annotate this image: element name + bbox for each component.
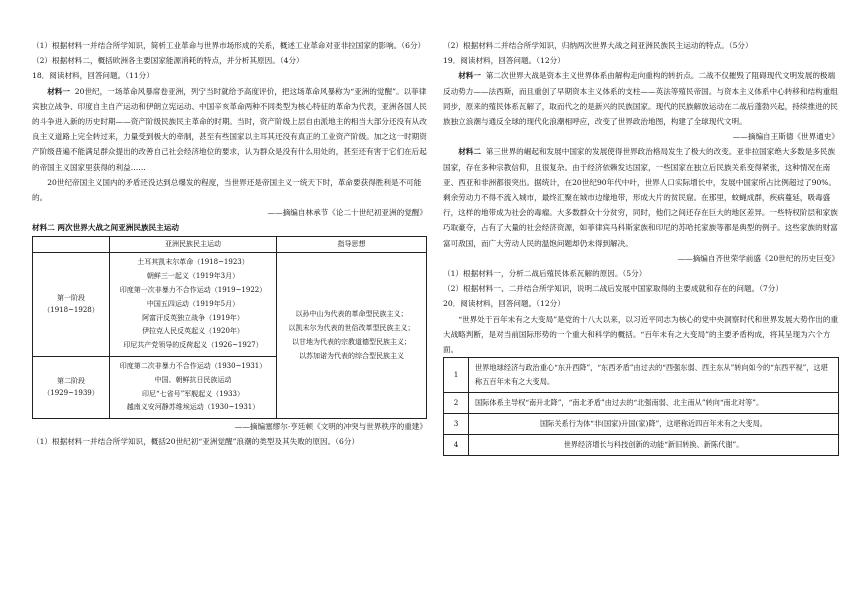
material-1-label: 材料一 (47, 86, 70, 96)
material-2-source: ——摘编塞缪尔·亨廷顿《文明的冲突与世界秩序的重建》 (234, 422, 427, 432)
table-header-movements: 亚洲民族民主运动 (110, 236, 277, 253)
left-column (32, 38, 427, 450)
q19-material-2-source: ——摘编自齐世荣学前盛《20世纪的历史巨变》 (677, 253, 839, 263)
q19-material-1-label: 材料一 (458, 71, 481, 81)
question-19-title: 19．阅读材料，回答问题。（12分） (443, 56, 565, 66)
great-changes-table (443, 357, 839, 456)
row-text: 国际关系行为体“非(国家)升国(家)降”，这堪称近四百年未有之大变局。 (469, 414, 839, 435)
list-item: 中国、朝鲜抗日民族运动 (154, 375, 232, 384)
q19-material-1-paragraph (443, 68, 839, 129)
question-18-title: 18．阅读材料，回答问题。（11分） (32, 71, 154, 81)
list-item: 印度第一次非暴力不合作运动（1919~1922） (119, 286, 267, 295)
material-1-text-2: 20世纪帝国主义国内的矛盾还没达到总爆发的程度，当世界还是帝国主义一统天下时，革命要获得胜利是不可能的。 (32, 177, 422, 203)
list-item: 以孙中山为代表的革命型民族主义； (295, 310, 408, 319)
q19-material-2-label: 材料二 (458, 147, 481, 157)
right-column (443, 38, 839, 456)
row-number: 4 (444, 435, 469, 456)
stage-2-cell (33, 357, 110, 419)
list-item: 土耳其凯末尔革命（1918~1923） (137, 258, 249, 267)
row-number: 1 (444, 358, 469, 393)
theory-cell (277, 253, 427, 419)
q19-material-1-source: ——摘编自王斯德《世界通史》 (732, 132, 839, 142)
material-1-text: 20世纪，一场革命风暴席卷亚洲，列宁当时就给予高度评价，把这场革命风暴称为“亚洲的觉醒”。以菲律宾独立战争、印度自主自产运动和伊朗立宪运动、中国辛亥革命两种不同类型为核心特征的革命为代表，亚洲各国人民的斗争进入新的历史时期——资产阶级民族民主革命的时期。当时，资产阶级上层自由派地主的相当大部分还没有从改良主义道路上完全转过来，力量受到极大的牵制，甚至有些国家以主耳其还没有真正的工业资产阶级。加之这一时期资产阶级普遍不能满足群众提出的改善自己社会经济地位的要求，认为群众是没有什么用处的，甚至还有害于它们在后起的帝国主义国家里获得的利益…… (32, 86, 427, 172)
table-header-theory: 指导思想 (277, 236, 427, 253)
stage-2-name: 第二阶段 (57, 376, 85, 385)
list-item: 朝鲜三一起义（1919年3月） (146, 272, 240, 281)
table-row (444, 414, 839, 435)
table-row (444, 393, 839, 414)
material-1-paragraph (32, 84, 427, 175)
stage-1-name: 第一阶段 (57, 293, 85, 302)
list-item: 以凯末尔为代表的世俗改革型民族主义； (288, 324, 415, 333)
question-17-1: （1）根据材料一并结合所学知识，简析工业革命与世界市场形成的关系，概述工业革命对亚非拉国家的影响。（6分） (32, 41, 426, 50)
list-item: 以甘地为代表的宗教道德型民族主义； (292, 337, 411, 346)
q19-material-2-text: 第三世界的崛起和发展中国家的发展使得世界政治格局发生了极大的改变。亚非拉国家绝大多数是多民族国家，存在多种宗教信仰，且很复杂。由于经济依赖发达国家，一些国家在独立后民族关系变得紧张，这种情况在南亚、西亚和非洲都很突出。据统计，在20世纪90年代中叶，世界人口实际增长中，发展中国家所占比例超过了90%。剩余劳动力不得不流入城市，最终汇聚在城市边缘地带，形成大片的贫民窟。在那里，蚊蝇成群，疾病蔓延，吸毒盛行，这样的地带成为社会的毒瘤。大多数群众十分贫穷，同时，他们之间还存在巨大的地区差异。一些特权阶层和家族巧取豪夺，占有了大量的社会经济资源，如菲律宾马科斯家族和印尼的苏哈托家族等都是典型的例子。这些家族的财富富可敌国，而广大劳动人民的温饱问题却仍未得到解决。 (443, 147, 838, 248)
q19-material-2-paragraph (443, 144, 839, 250)
stage-1-cell (33, 253, 110, 357)
table-row (444, 435, 839, 456)
table-row (444, 358, 839, 393)
row-text: 世界地球经济与政治重心“东升西降”，“东西矛盾”由过去的“西强东弱、西主东从”转向如今的“东西平视”，这堪称五百年未有之大变局。 (469, 358, 839, 393)
list-item: 印尼“七省号”军舰起义（1933） (142, 389, 244, 398)
row-number: 3 (444, 414, 469, 435)
question-18-1: （1）根据材料一并结合所学知识，概括20世纪初“亚洲觉醒”浪潮的类型及其失败的原因。（6分） (32, 437, 360, 447)
table-row (33, 253, 427, 357)
row-number: 2 (444, 393, 469, 414)
list-item: 伊拉克人民反英起义（1920年） (142, 327, 244, 336)
list-item: 印度第二次非暴力不合作运动（1930~1931） (119, 362, 267, 371)
question-18-2: （2）根据材料二并结合所学知识，归纳两次世界大战之间亚洲民族民主运动的特点。（5分） (443, 41, 753, 50)
stage-1-movements (110, 253, 277, 357)
question-17-2: （2）根据材料二，概括欧洲各主要国家能源消耗的特点，并分析其原因。（4分） (32, 56, 304, 66)
stage-2-years: （1929~1939） (43, 388, 99, 397)
table-header-row (33, 236, 427, 253)
list-item: 越南义安河静苏维埃运动（1930~1931） (126, 403, 260, 412)
stage-2-movements (110, 357, 277, 419)
table-header-stage (33, 236, 110, 253)
question-20-title: 20．阅读材料，回答问题。（12分） (443, 299, 565, 309)
question-19-1: （1）根据材料一，分析二战后殖民体系瓦解的原因。（5分） (443, 269, 647, 279)
row-text: 国际体系主导权“南升北降”，“南北矛盾”由过去的“北强南弱、北主南从”转向“南北对等”。 (469, 393, 839, 414)
question-19-2: （2）根据材料一、二并结合所学知识，说明二战后发展中国家取得的主要成就和存在的问题。（7分） (443, 284, 783, 294)
list-item: 阿富汗反英独立战争（1919年） (142, 313, 244, 322)
row-text: 世界经济增长与科技创新的动能“新旧转换、新陈代谢”。 (469, 435, 839, 456)
material-1-source: ——摘编自林承节《论二十世纪初亚洲的觉醒》 (267, 208, 427, 218)
asia-movements-table (32, 236, 427, 420)
list-item: 印尼共产党领导的反荷起义（1926~1927） (123, 341, 263, 350)
stage-1-years: （1918~1928） (43, 305, 99, 314)
question-20-text: “世界处于百年未有之大变局”是党的十八大以来，以习近平同志为核心的党中央洞察时代和世界发展大势作出的重大战略判断，是对当前国际形势的一个重大和科学的概括。“百年未有之大变局”的主要矛盾构成，将其呈现为六个方面。 (443, 314, 839, 355)
material-2-caption: 材料二 两次世界大战之间亚洲民族民主运动 (32, 223, 179, 233)
list-item: 以苏加诺为代表的综合型民族主义 (299, 351, 404, 360)
list-item: 中国五四运动（1919年5月） (146, 299, 240, 308)
q19-material-1-text: 第二次世界大战是资本主义世界体系由解构走向重构的转折点。二战不仅摧毁了阻碍现代文明发展的极端反动势力——法西斯，而且重创了早期资本主义体系的支柱——英法等殖民帝国。与资本主义体系中心转移和结构重组同步，原来的殖民体系瓦解了，取而代之的是新兴的民族国家。现代的民族解放运动在二战后蓬勃兴起，持续推进的民族独立浪潮与通反全球的现代化浪潮相呼应，改变了世界政治地图，构建了全球现代文明。 (443, 71, 838, 127)
